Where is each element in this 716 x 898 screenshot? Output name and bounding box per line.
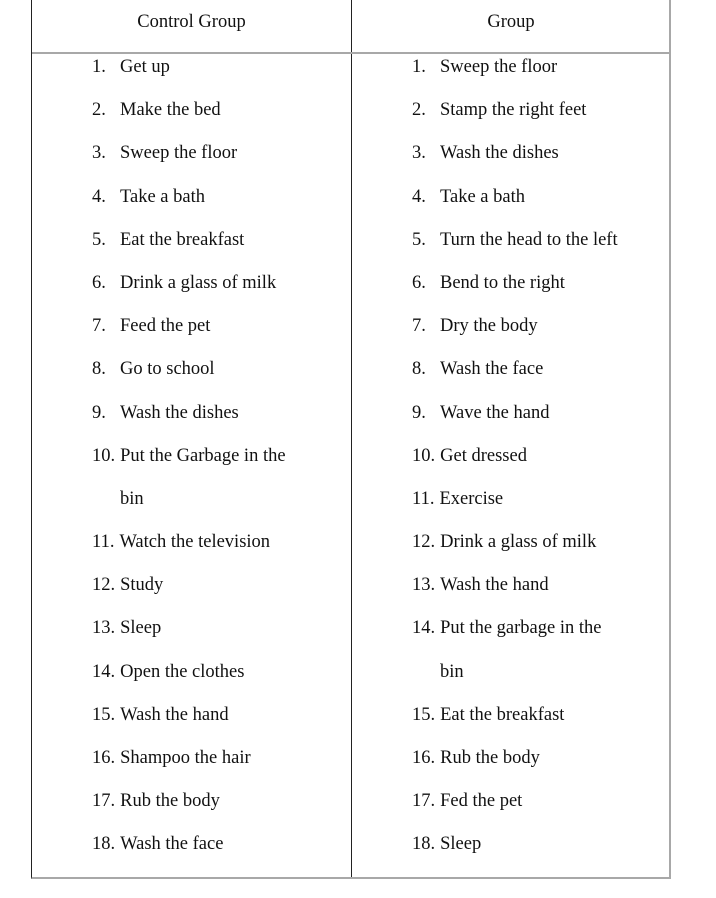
item-text: Feed the pet: [120, 316, 211, 337]
item-number: 14.: [92, 661, 116, 682]
list-item: [92, 358, 286, 401]
item-text: Wash the dishes: [120, 402, 239, 423]
item-number: 7.: [92, 316, 106, 337]
table-header-row: [32, 0, 669, 54]
column-divider: [351, 0, 352, 877]
item-text: Sleep: [120, 618, 162, 639]
item-number: 16.: [412, 748, 436, 769]
list-item: [92, 99, 286, 142]
item-number: 14.: [412, 618, 436, 639]
list-item: [412, 574, 618, 617]
item-text: Exercise: [439, 488, 504, 509]
item-text: Drink a glass of milk: [120, 272, 277, 293]
list-item: [412, 315, 618, 358]
item-number: 2.: [92, 100, 106, 121]
item-text: Get up: [120, 57, 170, 77]
item-number: 12.: [92, 575, 116, 596]
item-text: Bend to the right: [440, 272, 565, 293]
item-number: 1.: [412, 57, 426, 77]
item-text: Wash the face: [440, 359, 544, 380]
item-text: Shampoo the hair: [120, 748, 251, 769]
list-item: [412, 402, 618, 445]
item-number: 18.: [412, 834, 436, 855]
list-item: [92, 186, 286, 229]
item-number: 6.: [92, 272, 106, 293]
list-item: [412, 531, 618, 574]
item-text: Fed the pet: [440, 791, 523, 812]
list-item: [412, 229, 618, 272]
list-item: [412, 790, 618, 833]
item-text: Wash the face: [120, 834, 224, 855]
item-text: Take a bath: [440, 186, 525, 207]
item-text: Rub the body: [120, 791, 220, 812]
item-number: 2.: [412, 100, 426, 121]
list-item: [92, 272, 286, 315]
group-list: [412, 56, 618, 877]
list-item: [412, 445, 618, 488]
list-item: [92, 531, 286, 574]
list-item: [92, 747, 286, 790]
item-number: 13.: [92, 618, 116, 639]
item-text: Dry the body: [440, 316, 538, 337]
item-text: Drink a glass of milk: [440, 532, 597, 553]
list-item: [92, 704, 286, 747]
list-item: [412, 142, 618, 185]
item-number: 11.: [92, 532, 115, 553]
item-number: 12.: [412, 532, 436, 553]
item-number: 15.: [412, 704, 436, 725]
item-number: 18.: [92, 834, 116, 855]
list-item: [412, 358, 618, 401]
list-item: [92, 574, 286, 617]
item-number: 10.: [412, 445, 436, 466]
header-group: Group: [487, 12, 535, 32]
list-item: [412, 617, 618, 703]
list-item: [92, 142, 286, 185]
item-text: Get dressed: [440, 445, 527, 466]
list-item: [412, 56, 618, 99]
item-text: Wave the hand: [440, 402, 550, 423]
list-item: [92, 445, 286, 531]
item-number: 10.: [92, 445, 116, 466]
list-item: [92, 790, 286, 833]
item-number: 8.: [92, 359, 106, 380]
item-text: Take a bath: [120, 186, 205, 207]
control-group-list: [92, 56, 286, 877]
list-item: [412, 186, 618, 229]
list-item: [412, 747, 618, 790]
list-item: [92, 56, 286, 99]
list-item: [412, 488, 618, 531]
list-item: [412, 704, 618, 747]
item-number: 15.: [92, 704, 116, 725]
item-text: Eat the breakfast: [440, 704, 565, 725]
item-text: Sweep the floor: [440, 57, 558, 77]
item-number: 5.: [412, 229, 426, 250]
list-item: [92, 402, 286, 445]
item-text: Put the Garbage in the: [120, 445, 286, 466]
item-number: 17.: [92, 791, 116, 812]
list-item: [92, 315, 286, 358]
item-text: Study: [120, 575, 164, 596]
item-number: 4.: [92, 186, 106, 207]
list-item: [92, 229, 286, 272]
list-item: [412, 272, 618, 315]
item-text: Rub the body: [440, 748, 540, 769]
list-item: [92, 617, 286, 660]
item-text: Open the clothes: [120, 661, 245, 682]
item-number: 9.: [92, 402, 106, 423]
item-text: Make the bed: [120, 100, 221, 121]
item-text-continuation: bin: [440, 661, 464, 682]
item-text: Wash the hand: [440, 575, 549, 596]
item-text: Put the garbage in the: [440, 618, 602, 639]
item-text: Turn the head to the left: [440, 229, 618, 250]
item-text: Watch the television: [119, 532, 271, 553]
item-text: Sweep the floor: [120, 143, 238, 164]
item-number: 1.: [92, 57, 106, 77]
list-item: [412, 833, 618, 876]
item-text-continuation: bin: [120, 488, 144, 509]
list-item: [92, 833, 286, 876]
item-number: 11.: [412, 488, 435, 509]
list-item: [92, 661, 286, 704]
item-text: Wash the dishes: [440, 143, 559, 164]
item-text: Stamp the right feet: [440, 100, 587, 121]
item-number: 7.: [412, 316, 426, 337]
item-number: 5.: [92, 229, 106, 250]
item-number: 13.: [412, 575, 436, 596]
item-number: 8.: [412, 359, 426, 380]
item-number: 3.: [92, 143, 106, 164]
item-number: 3.: [412, 143, 426, 164]
item-number: 16.: [92, 748, 116, 769]
item-number: 9.: [412, 402, 426, 423]
item-text: Sleep: [440, 834, 482, 855]
list-item: [412, 99, 618, 142]
item-number: 17.: [412, 791, 436, 812]
item-text: Wash the hand: [120, 704, 229, 725]
item-text: Eat the breakfast: [120, 229, 245, 250]
item-number: 6.: [412, 272, 426, 293]
item-number: 4.: [412, 186, 426, 207]
header-control-group: Control Group: [137, 12, 246, 32]
item-text: Go to school: [120, 359, 215, 380]
